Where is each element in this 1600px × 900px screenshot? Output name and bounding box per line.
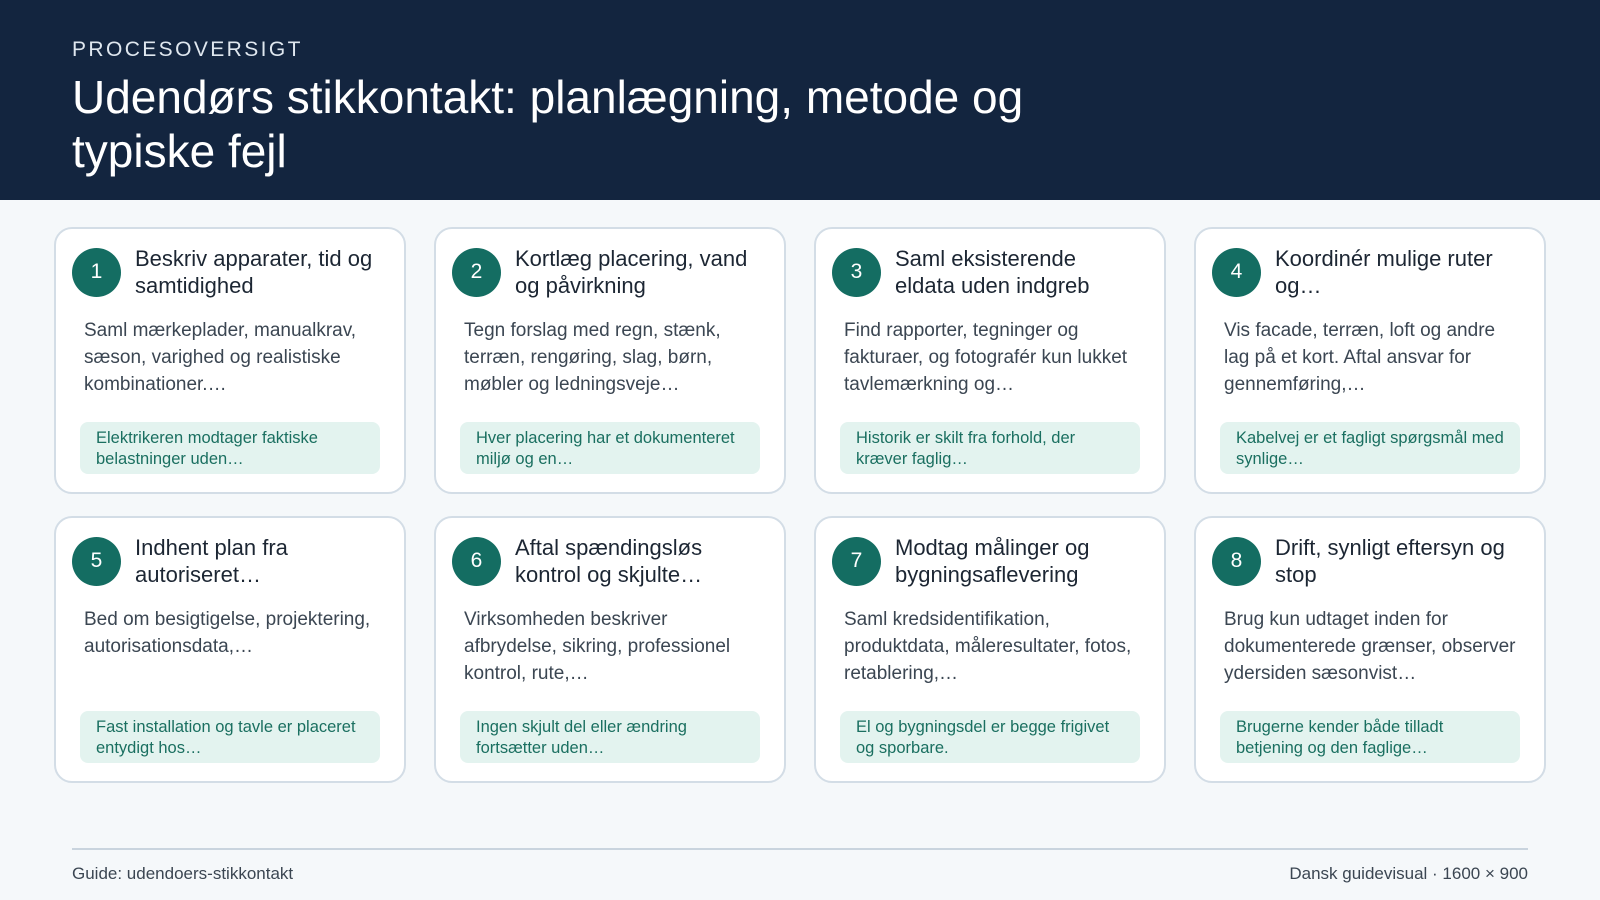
step-description: Find rapporter, tegninger og fakturaer, og fotografér kun lukket tavlemærkning og… [844,320,1128,395]
step-outcome-note: Brugerne kender både tilladt betjening og den faglige… [1220,711,1520,763]
step-card-4 [1194,227,1546,494]
step-description: Bed om besigtigelse, projektering, autorisationsdata,… [84,609,371,657]
step-title: Beskriv apparater, tid og samtidighed [135,246,373,298]
step-description: Saml mærkeplader, manualkrav, sæson, varighed og realistiske kombinationer.… [84,320,357,395]
footer-guide-label: Guide: udendoers-stikkontakt [72,864,294,883]
step-card-5 [54,516,406,783]
step-grid [54,227,1546,783]
step-outcome-note: Ingen skjult del eller ændring fortsætter uden… [460,711,760,763]
step-title: Saml eksisterende eldata uden indgreb [895,246,1090,298]
step-description: Tegn forslag med regn, stænk, terræn, rengøring, slag, børn, møbler og ledningsveje… [464,320,721,395]
footer-format-label: Dansk guidevisual · 1600 × 900 [1289,864,1528,883]
header [0,0,1600,200]
step-header [1212,534,1520,588]
step-number-badge: 4 [1212,248,1261,297]
page-title: Udendørs stikkontakt: planlægning, metode og typiske fejl [72,71,1024,177]
step-outcome-note: Hver placering har et dokumenteret miljø og en… [460,422,760,474]
step-number-badge: 6 [452,537,501,586]
step-title: Kortlæg placering, vand og påvirkning [515,246,748,298]
step-title: Aftal spændingsløs kontrol og skjulte… [515,535,703,587]
step-outcome-note: Historik er skilt fra forhold, der kræver faglig… [840,422,1140,474]
step-number-badge: 3 [832,248,881,297]
step-card-8 [1194,516,1546,783]
step-title: Koordinér mulige ruter og… [1275,246,1493,298]
step-header [452,534,760,588]
step-number-badge: 8 [1212,537,1261,586]
step-description: Virksomheden beskriver afbrydelse, sikring, professionel kontrol, rute,… [464,609,731,684]
step-outcome-note: El og bygningsdel er begge frigivet og sporbare. [840,711,1140,763]
step-card-1 [54,227,406,494]
step-header [452,245,760,299]
step-header [832,534,1140,588]
step-outcome-note: Kabelvej er et fagligt spørgsmål med synlige… [1220,422,1520,474]
step-card-2 [434,227,786,494]
step-outcome-note: Fast installation og tavle er placeret entydigt hos… [80,711,380,763]
step-number-badge: 1 [72,248,121,297]
step-number-badge: 2 [452,248,501,297]
eyebrow-label: PROCESOVERSIGT [72,38,303,61]
step-header [1212,245,1520,299]
step-card-6 [434,516,786,783]
step-outcome-note: Elektrikeren modtager faktiske belastninger uden… [80,422,380,474]
step-card-7 [814,516,1166,783]
step-header [832,245,1140,299]
step-description: Vis facade, terræn, loft og andre lag på et kort. Aftal ansvar for gennemføring,… [1224,320,1496,395]
step-header [72,534,380,588]
step-title: Modtag målinger og bygningsaflevering [895,535,1090,587]
step-number-badge: 7 [832,537,881,586]
step-card-3 [814,227,1166,494]
step-title: Indhent plan fra autoriseret… [135,535,288,587]
footer-divider [72,848,1528,850]
step-description: Saml kredsidentifikation, produktdata, måleresultater, fotos, retablering,… [844,609,1132,684]
step-title: Drift, synligt eftersyn og stop [1275,535,1505,587]
step-header [72,245,380,299]
step-number-badge: 5 [72,537,121,586]
step-description: Brug kun udtaget inden for dokumenterede grænser, observer ydersiden sæsonvist… [1224,609,1516,684]
